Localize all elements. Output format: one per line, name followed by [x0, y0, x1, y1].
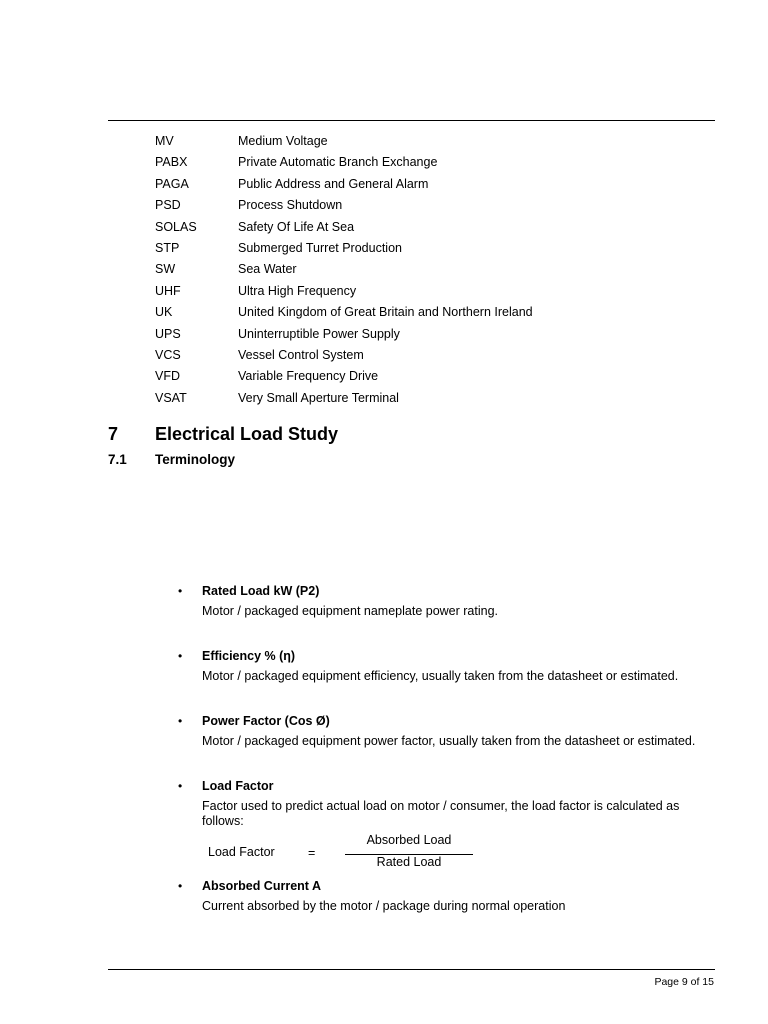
abbreviation-row — [155, 153, 715, 174]
abbreviation-description: Safety Of Life At Sea — [238, 219, 355, 234]
abbreviation-row — [155, 239, 715, 260]
abbreviation-code: SW — [155, 262, 176, 277]
term-title: Load Factor — [202, 779, 274, 793]
term-title: Efficiency % (η) — [202, 649, 296, 663]
term-title: Absorbed Current A — [202, 879, 321, 893]
subsection-title: Terminology — [155, 452, 236, 467]
bullet-icon: • — [178, 649, 183, 663]
abbreviation-row — [155, 175, 715, 196]
abbreviation-row — [155, 132, 715, 153]
formula-lhs: Load Factor — [208, 845, 275, 859]
abbreviation-code: PSD — [155, 198, 181, 213]
abbreviation-row — [155, 282, 715, 303]
abbreviation-code: PABX — [155, 155, 188, 170]
abbreviation-code: MV — [155, 134, 174, 148]
term-description: Motor / packaged equipment efficiency, usually taken from the datasheet or estimated. — [202, 669, 679, 683]
abbreviation-description: Medium Voltage — [238, 134, 328, 148]
bullet-icon: • — [178, 779, 183, 793]
bullet-icon: • — [178, 714, 183, 728]
abbreviation-description: Public Address and General Alarm — [238, 176, 429, 191]
section-title: Electrical Load Study — [155, 424, 339, 444]
abbreviation-description: Uninterruptible Power Supply — [238, 326, 400, 341]
abbreviation-description: Vessel Control System — [238, 347, 364, 362]
abbreviation-code: PAGA — [155, 176, 189, 191]
abbreviation-description: Very Small Aperture Terminal — [238, 390, 399, 405]
load-factor-formula — [208, 832, 488, 872]
abbreviation-row — [155, 346, 715, 367]
formula-denominator: Rated Load — [376, 855, 442, 869]
term-title: Power Factor (Cos Ø) — [202, 714, 330, 728]
abbreviation-description: Process Shutdown — [238, 198, 343, 213]
abbreviation-code: UPS — [155, 326, 181, 341]
term-description: Motor / packaged equipment nameplate power rating. — [202, 604, 499, 618]
section-number: 7 — [108, 424, 119, 444]
abbreviation-list — [155, 132, 715, 410]
abbreviation-code: VCS — [155, 347, 181, 362]
abbreviation-description: Private Automatic Branch Exchange — [238, 155, 438, 170]
abbreviation-code: SOLAS — [155, 219, 197, 234]
term-description: Current absorbed by the motor / package during normal operation — [202, 899, 566, 913]
abbreviation-description: Submerged Turret Production — [238, 240, 402, 255]
subsection-number: 7.1 — [108, 452, 127, 467]
abbreviation-code: STP — [155, 240, 180, 255]
abbreviation-description: Sea Water — [238, 262, 297, 277]
term-description: Motor / packaged equipment power factor, usually taken from the datasheet or estimated. — [202, 734, 696, 748]
abbreviation-row — [155, 367, 715, 388]
abbreviation-code: VFD — [155, 369, 180, 384]
formula-equals: = — [308, 846, 316, 860]
abbreviation-code: UK — [155, 305, 173, 320]
abbreviation-row — [155, 260, 715, 281]
abbreviation-row — [155, 389, 715, 410]
formula-numerator: Absorbed Load — [366, 833, 452, 847]
abbreviation-row — [155, 218, 715, 239]
abbreviation-description: Variable Frequency Drive — [238, 369, 379, 384]
abbreviation-row — [155, 303, 715, 324]
bullet-icon: • — [178, 879, 183, 893]
page-number: Page 9 of 15 — [654, 976, 714, 988]
abbreviation-code: VSAT — [155, 390, 187, 405]
header-rule — [108, 120, 715, 121]
abbreviation-code: UHF — [155, 283, 181, 298]
abbreviation-row — [155, 196, 715, 217]
term-title: Rated Load kW (P2) — [202, 584, 320, 598]
bullet-icon: • — [178, 584, 183, 598]
abbreviation-description: Ultra High Frequency — [238, 283, 357, 298]
abbreviation-row — [155, 325, 715, 346]
footer-rule — [108, 969, 715, 970]
abbreviation-description: United Kingdom of Great Britain and Northern Ireland — [238, 305, 533, 320]
term-description: Factor used to predict actual load on motor / consumer, the load factor is calculated as follows: — [202, 799, 680, 828]
